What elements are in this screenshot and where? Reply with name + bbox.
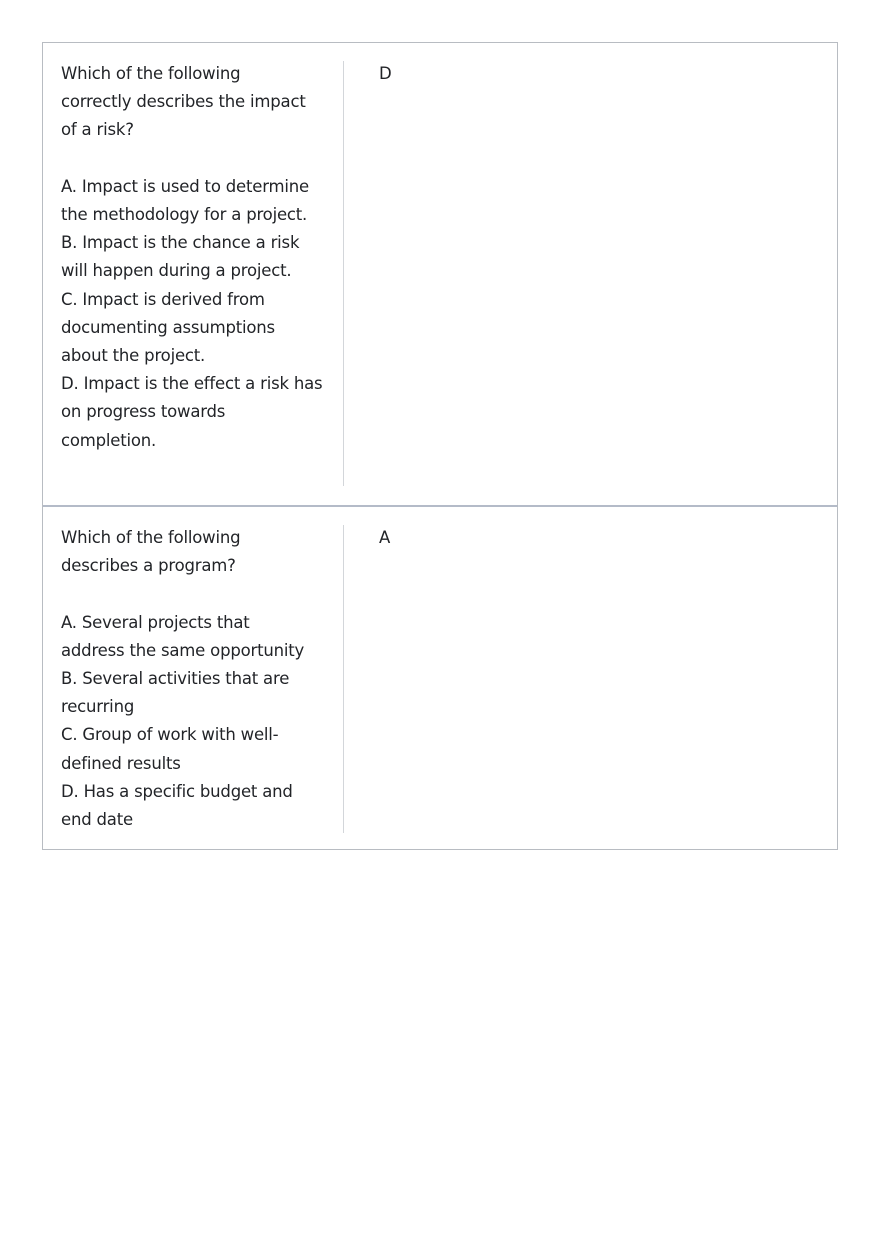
flashcard xyxy=(43,505,837,849)
column-divider xyxy=(343,61,344,486)
option-line: defined results xyxy=(61,753,181,773)
option-line: documenting assumptions xyxy=(61,317,275,337)
option-line: will happen during a project. xyxy=(61,261,292,281)
option-line: on progress towards xyxy=(61,402,226,422)
option-line: end date xyxy=(61,810,133,830)
option-line: the methodology for a project. xyxy=(61,205,308,224)
option-line: A. Impact is used to determine xyxy=(61,176,309,196)
option-line: about the project. xyxy=(61,346,206,366)
flashcard-table xyxy=(42,42,838,850)
option-line: C. Group of work with well- xyxy=(61,725,279,745)
option-line: D. Impact is the effect a risk has xyxy=(61,374,323,394)
question-line: of a risk? xyxy=(61,120,134,140)
option-line: A. Several projects that xyxy=(61,612,250,632)
question-line: Which of the following xyxy=(61,528,241,547)
question-line: describes a program? xyxy=(61,556,236,576)
card-term xyxy=(61,524,323,834)
option-line: address the same opportunity xyxy=(61,640,305,660)
flashcard xyxy=(43,43,837,505)
card-definition: A xyxy=(379,528,391,547)
column-divider xyxy=(343,525,344,833)
option-line: C. Impact is derived from xyxy=(61,289,265,309)
option-line: completion. xyxy=(61,430,157,450)
option-line: B. Several activities that are xyxy=(61,669,290,688)
spacer xyxy=(61,580,323,608)
spacer xyxy=(61,145,323,173)
card-term xyxy=(61,60,323,455)
question-line: Which of the following xyxy=(61,64,241,83)
option-line: B. Impact is the chance a risk xyxy=(61,233,300,253)
card-definition: D xyxy=(379,64,392,83)
option-line: recurring xyxy=(61,697,135,717)
option-line: D. Has a specific budget and xyxy=(61,781,293,801)
question-line: correctly describes the impact xyxy=(61,92,306,112)
